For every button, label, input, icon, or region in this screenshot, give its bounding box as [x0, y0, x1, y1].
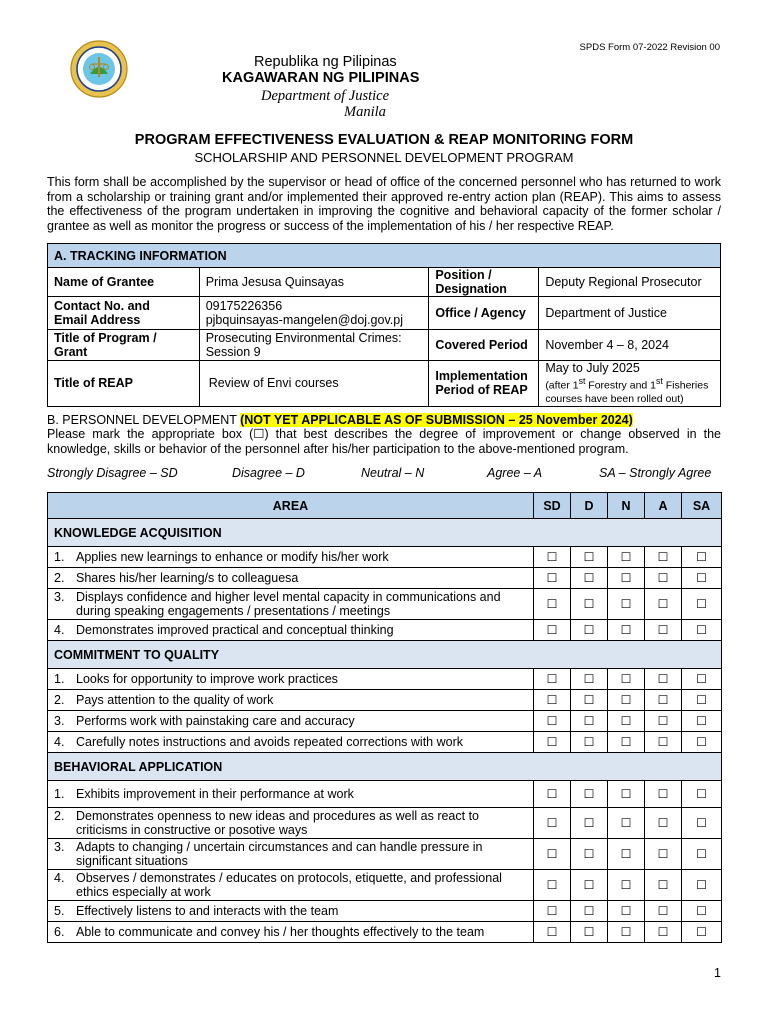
position-label: Position / Designation [429, 268, 539, 297]
criterion-text [48, 589, 534, 620]
criterion-description: Observes / demonstrates / educates on protocols, etiquette, and professional ethics especially at work [76, 871, 502, 899]
legend-a: Agree – A [487, 466, 543, 480]
category-title: BEHAVIORAL APPLICATION [48, 753, 722, 781]
position-value[interactable]: Deputy Regional Prosecutor [539, 268, 721, 297]
category-title: COMMITMENT TO QUALITY [48, 641, 722, 669]
program-value[interactable] [199, 330, 429, 361]
checkbox-sa[interactable]: ☐ [682, 870, 722, 901]
checkbox-d[interactable]: ☐ [571, 669, 608, 690]
criterion-text [48, 781, 534, 808]
checkbox-n[interactable]: ☐ [608, 870, 645, 901]
criterion-number: 3. [54, 590, 65, 604]
checkbox-a[interactable]: ☐ [645, 620, 682, 641]
criterion-description: Looks for opportunity to improve work practices [76, 672, 338, 686]
checkbox-n[interactable]: ☐ [608, 547, 645, 568]
criterion-row [48, 589, 722, 620]
criterion-text [48, 901, 534, 922]
criterion-row [48, 690, 722, 711]
checkbox-d[interactable]: ☐ [571, 839, 608, 870]
checkbox-sa[interactable]: ☐ [682, 690, 722, 711]
checkbox-sa[interactable]: ☐ [682, 589, 722, 620]
checkbox-d[interactable]: ☐ [571, 568, 608, 589]
header-n: N [608, 493, 645, 519]
form-subtitle: SCHOLARSHIP AND PERSONNEL DEVELOPMENT PROGRAM [194, 150, 574, 165]
program-value-line1: Prosecuting Environmental Crimes: [205, 331, 402, 345]
checkbox-d[interactable]: ☐ [571, 711, 608, 732]
header-city: Manila [344, 104, 386, 120]
form-code: SPDS Form 07-2022 Revision 00 [579, 42, 720, 53]
checkbox-a[interactable]: ☐ [645, 568, 682, 589]
checkbox-d[interactable]: ☐ [571, 732, 608, 753]
office-label: Office / Agency [429, 297, 539, 330]
criterion-description: Effectively listens to and interacts with the team [76, 904, 339, 918]
checkbox-n[interactable]: ☐ [608, 711, 645, 732]
category-row [48, 519, 722, 547]
category-row [48, 641, 722, 669]
header-a: A [645, 493, 682, 519]
criterion-description: Demonstrates openness to new ideas and procedures as well as react to criticisms in constructive or posotive ways [76, 809, 480, 837]
legend-sa: SA – Strongly Agree [599, 466, 712, 480]
checkbox-n[interactable]: ☐ [608, 839, 645, 870]
criterion-row [48, 808, 722, 839]
criterion-text [48, 870, 534, 901]
criterion-description: Carefully notes instructions and avoids repeated corrections with work [76, 735, 463, 749]
criterion-number: 3. [54, 840, 65, 854]
doj-seal-logo [70, 40, 128, 98]
checkbox-a[interactable]: ☐ [645, 870, 682, 901]
category-row [48, 753, 722, 781]
criterion-description: Applies new learnings to enhance or modify his/her work [76, 550, 389, 564]
checkbox-n[interactable]: ☐ [608, 732, 645, 753]
section-b-title [47, 413, 633, 427]
checkbox-n[interactable]: ☐ [608, 620, 645, 641]
checkbox-sa[interactable]: ☐ [682, 547, 722, 568]
criterion-number: 5. [54, 904, 65, 918]
criterion-row [48, 781, 722, 808]
implementation-period: May to July 2025 [545, 361, 640, 375]
criterion-description: Pays attention to the quality of work [76, 693, 274, 707]
checkbox-a[interactable]: ☐ [645, 922, 682, 943]
intro-paragraph: This form shall be accomplished by the supervisor or head of office of the concerned personnel who has returned to work from a scholarship or training grant and/or implemented their approved re-entry action plan (REAP). This aims to assess the effectiveness of the program undertaken in improving the cognitive and behavioral capacity of the former scholar / grantee as well as monitor the progress or success of the implementation of his / her respective REAP. [47, 175, 721, 233]
checkbox-sa[interactable]: ☐ [682, 922, 722, 943]
checkbox-sd[interactable]: ☐ [534, 901, 571, 922]
program-value-line2: Session 9 [205, 345, 261, 359]
criterion-number: 2. [54, 571, 65, 585]
criterion-description: Performs work with painstaking care and accuracy [76, 714, 355, 728]
checkbox-a[interactable]: ☐ [645, 589, 682, 620]
checkbox-sd[interactable]: ☐ [534, 711, 571, 732]
checkbox-sa[interactable]: ☐ [682, 568, 722, 589]
reap-title-value[interactable]: Review of Envi courses [199, 361, 429, 407]
checkbox-a[interactable]: ☐ [645, 839, 682, 870]
checkbox-sd[interactable]: ☐ [534, 732, 571, 753]
contact-email: pjbquinsayas-mangelen@doj.gov.pj [205, 313, 403, 327]
checkbox-a[interactable]: ☐ [645, 901, 682, 922]
criterion-number: 2. [54, 693, 65, 707]
header-republika: Republika ng Pilipinas [254, 54, 397, 70]
contact-label [48, 297, 200, 330]
criterion-row [48, 839, 722, 870]
checkbox-d[interactable]: ☐ [571, 589, 608, 620]
criterion-row [48, 732, 722, 753]
checkbox-sa[interactable]: ☐ [682, 732, 722, 753]
checkbox-d[interactable]: ☐ [571, 620, 608, 641]
page-number: 1 [714, 966, 721, 980]
checkbox-sd[interactable]: ☐ [534, 620, 571, 641]
header-d: D [571, 493, 608, 519]
name-label: Name of Grantee [48, 268, 200, 297]
contact-value[interactable] [199, 297, 429, 330]
checkbox-n[interactable]: ☐ [608, 781, 645, 808]
tracking-section-title: A. TRACKING INFORMATION [48, 244, 721, 268]
legend-d: Disagree – D [232, 466, 305, 480]
checkbox-a[interactable]: ☐ [645, 711, 682, 732]
criterion-number: 1. [54, 550, 65, 564]
checkbox-a[interactable]: ☐ [645, 547, 682, 568]
reap-title-label: Title of REAP [48, 361, 200, 407]
checkbox-a[interactable]: ☐ [645, 690, 682, 711]
criterion-number: 1. [54, 787, 65, 801]
criterion-description: Exhibits improvement in their performance at work [76, 787, 354, 801]
criterion-number: 2. [54, 809, 65, 823]
criterion-text [48, 690, 534, 711]
implementation-value[interactable] [539, 361, 721, 407]
checkbox-d[interactable]: ☐ [571, 901, 608, 922]
criterion-row [48, 711, 722, 732]
criterion-description: Shares his/her learning/s to colleaguesa [76, 571, 299, 585]
criterion-text [48, 620, 534, 641]
checkbox-sd[interactable]: ☐ [534, 669, 571, 690]
checkbox-d[interactable]: ☐ [571, 690, 608, 711]
criterion-number: 1. [54, 672, 65, 686]
criterion-number: 6. [54, 925, 65, 939]
checkbox-sd[interactable]: ☐ [534, 808, 571, 839]
checkbox-sa[interactable]: ☐ [682, 839, 722, 870]
tracking-table [47, 243, 721, 407]
criterion-description: Demonstrates improved practical and conceptual thinking [76, 623, 394, 637]
criterion-text [48, 839, 534, 870]
checkbox-sd[interactable]: ☐ [534, 839, 571, 870]
header-department: Department of Justice [261, 88, 390, 104]
category-title: KNOWLEDGE ACQUISITION [48, 519, 722, 547]
legend-n: Neutral – N [361, 466, 425, 480]
checkbox-n[interactable]: ☐ [608, 589, 645, 620]
criterion-description: Adapts to changing / uncertain circumstances and can handle pressure in significant situations [76, 840, 483, 868]
header-sa: SA [682, 493, 722, 519]
implementation-note: (after 1st Forestry and 1st Fisheries courses have been rolled out) [545, 376, 709, 405]
checkbox-d[interactable]: ☐ [571, 781, 608, 808]
not-applicable-highlight: (NOT YET APPLICABLE AS OF SUBMISSION – 25 November 2024) [240, 413, 633, 427]
criterion-row [48, 568, 722, 589]
criterion-text [48, 669, 534, 690]
checkbox-sa[interactable]: ☐ [682, 711, 722, 732]
criterion-text [48, 568, 534, 589]
checkbox-d[interactable]: ☐ [571, 808, 608, 839]
checkbox-sa[interactable]: ☐ [682, 781, 722, 808]
checkbox-n[interactable]: ☐ [608, 568, 645, 589]
implementation-label-line2: Period of REAP [435, 383, 528, 398]
evaluation-table [47, 492, 722, 943]
checkbox-sd[interactable]: ☐ [534, 568, 571, 589]
checkbox-a[interactable]: ☐ [645, 669, 682, 690]
checkbox-d[interactable]: ☐ [571, 870, 608, 901]
checkbox-sd[interactable]: ☐ [534, 870, 571, 901]
criterion-number: 4. [54, 871, 65, 885]
checkbox-sa[interactable]: ☐ [682, 808, 722, 839]
criterion-number: 4. [54, 623, 65, 637]
contact-phone: 09175226356 [205, 299, 283, 313]
checkbox-a[interactable]: ☐ [645, 732, 682, 753]
legend-sd: Strongly Disagree – SD [47, 466, 178, 480]
checkbox-sd[interactable]: ☐ [534, 781, 571, 808]
criterion-description: Able to communicate and convey his / her thoughts effectively to the team [76, 925, 485, 939]
checkbox-n[interactable]: ☐ [608, 901, 645, 922]
criterion-number: 4. [54, 735, 65, 749]
criterion-number: 3. [54, 714, 65, 728]
criterion-row [48, 669, 722, 690]
program-label: Title of Program / Grant [48, 330, 200, 361]
implementation-label [429, 361, 539, 407]
checkbox-sa[interactable]: ☐ [682, 901, 722, 922]
criterion-row [48, 922, 722, 943]
criterion-text [48, 808, 534, 839]
header-kagawaran: KAGAWARAN NG PILIPINAS [222, 70, 420, 86]
contact-label-line1: Contact No. and [54, 299, 150, 313]
checkbox-sd[interactable]: ☐ [534, 589, 571, 620]
header-area: AREA [48, 493, 534, 519]
section-b-label: B. PERSONNEL DEVELOPMENT [47, 413, 241, 427]
checkbox-n[interactable]: ☐ [608, 922, 645, 943]
checkbox-sd[interactable]: ☐ [534, 922, 571, 943]
criterion-text [48, 922, 534, 943]
criterion-row [48, 620, 722, 641]
criterion-row [48, 870, 722, 901]
criterion-text [48, 732, 534, 753]
criterion-description: Displays confidence and higher level mental capacity in communications and during speaking engagements / presentations / meetings [76, 590, 501, 618]
checkbox-sd[interactable]: ☐ [534, 690, 571, 711]
checkbox-a[interactable]: ☐ [645, 781, 682, 808]
covered-period-value[interactable]: November 4 – 8, 2024 [539, 330, 721, 361]
checkbox-a[interactable]: ☐ [645, 808, 682, 839]
criterion-row [48, 901, 722, 922]
checkbox-sd[interactable]: ☐ [534, 547, 571, 568]
office-value[interactable]: Department of Justice [539, 297, 721, 330]
name-value[interactable]: Prima Jesusa Quinsayas [199, 268, 429, 297]
criterion-text [48, 547, 534, 568]
checkbox-d[interactable]: ☐ [571, 922, 608, 943]
criterion-text [48, 711, 534, 732]
criterion-row [48, 547, 722, 568]
checkbox-n[interactable]: ☐ [608, 669, 645, 690]
checkbox-n[interactable]: ☐ [608, 808, 645, 839]
covered-period-label: Covered Period [429, 330, 539, 361]
section-b-instructions: Please mark the appropriate box (☐) that best describes the degree of improvement or change observed in the knowledge, skills or behavior of the personnel after his/her participation to the above-mentioned program. [47, 427, 721, 456]
header-sd: SD [534, 493, 571, 519]
checkbox-d[interactable]: ☐ [571, 547, 608, 568]
contact-label-line2: Email Address [54, 313, 141, 327]
implementation-label-line1: Implementation [435, 369, 528, 384]
checkbox-sa[interactable]: ☐ [682, 620, 722, 641]
form-title: PROGRAM EFFECTIVENESS EVALUATION & REAP MONITORING FORM [134, 132, 634, 148]
checkbox-n[interactable]: ☐ [608, 690, 645, 711]
checkbox-sa[interactable]: ☐ [682, 669, 722, 690]
